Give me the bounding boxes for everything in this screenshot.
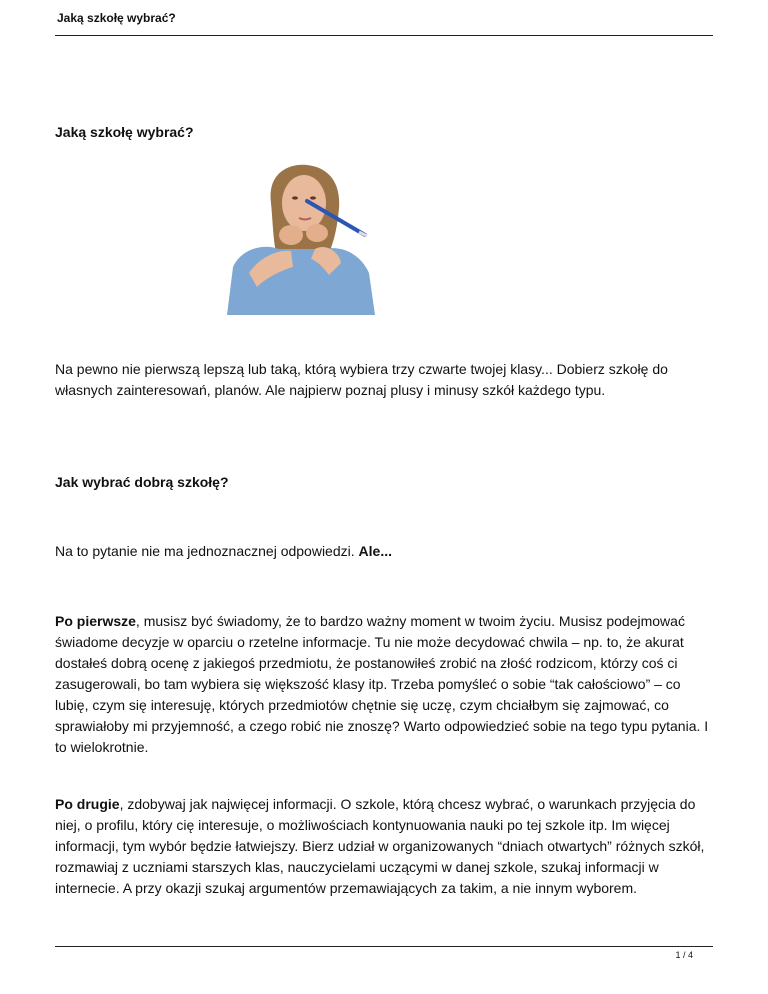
header-divider xyxy=(55,35,713,36)
second-point-paragraph xyxy=(55,794,715,899)
question-paragraph xyxy=(55,541,715,562)
question-text: Na to pytanie nie ma jednoznacznej odpowiedzi. xyxy=(55,543,355,559)
page-number: 1 / 4 xyxy=(675,950,693,960)
article-title: Jaką szkołę wybrać? xyxy=(55,124,194,140)
section-subtitle: Jak wybrać dobrą szkołę? xyxy=(55,474,229,490)
first-point-paragraph xyxy=(55,611,715,758)
page-header-title: Jaką szkołę wybrać? xyxy=(57,11,176,25)
woman-thinking-photo xyxy=(219,163,384,315)
question-bold-text: Ale... xyxy=(358,543,392,559)
first-point-label: Po pierwsze xyxy=(55,613,136,629)
second-point-label: Po drugie xyxy=(55,796,120,812)
intro-paragraph: Na pewno nie pierwszą lepszą lub taką, którą wybiera trzy czwarte twojej klasy... Dobierz szkołę do własnych zainteresowań, planów. Ale najpierw poznaj plusy i minusy szkół każdego typu. xyxy=(55,361,668,398)
footer-divider xyxy=(55,946,713,947)
second-point-text: , zdobywaj jak najwięcej informacji. O szkole, którą chcesz wybrać, o warunkach przyjęcia do niej, o profilu, który cię interesuje, o możliwościach kontynuowania nauki po tej szkole itp. Im więcej informacji, tym wybór będzie łatwiejszy. Bierz udział w organizowanych “dniach otwartych” różnych szkół, rozmawiaj z uczniami starszych klas, nauczycielami uczącymi w danej szkole, szukaj informacji w internecie. A przy okazji szukaj argumentów przemawiających za takim, a nie innym wyborem. xyxy=(55,796,705,896)
first-point-text: , musisz być świadomy, że to bardzo ważny moment w twoim życiu. Musisz podejmować świadome decyzje w oparciu o rzetelne informacje. Tu nie może decydować chwila – np. to, że akurat dostałeś dobrą ocenę z jakiegoś przedmiotu, że postanowiłeś zrobić na złość rodzicom, którzy coś ci zasugerowali, bo tam wybiera się większość klasy itp. Trzeba pomyśleć o sobie “tak całościowo” – co lubię, czym się interesuję, których przedmiotów chętnie się uczę, czym chciałbym się zajmować, co sprawiałoby mi przyjemność, a czego robić nie znoszę? Warto odpowiedzieć sobie na tego typu pytania. I to wielokrotnie. xyxy=(55,613,709,755)
